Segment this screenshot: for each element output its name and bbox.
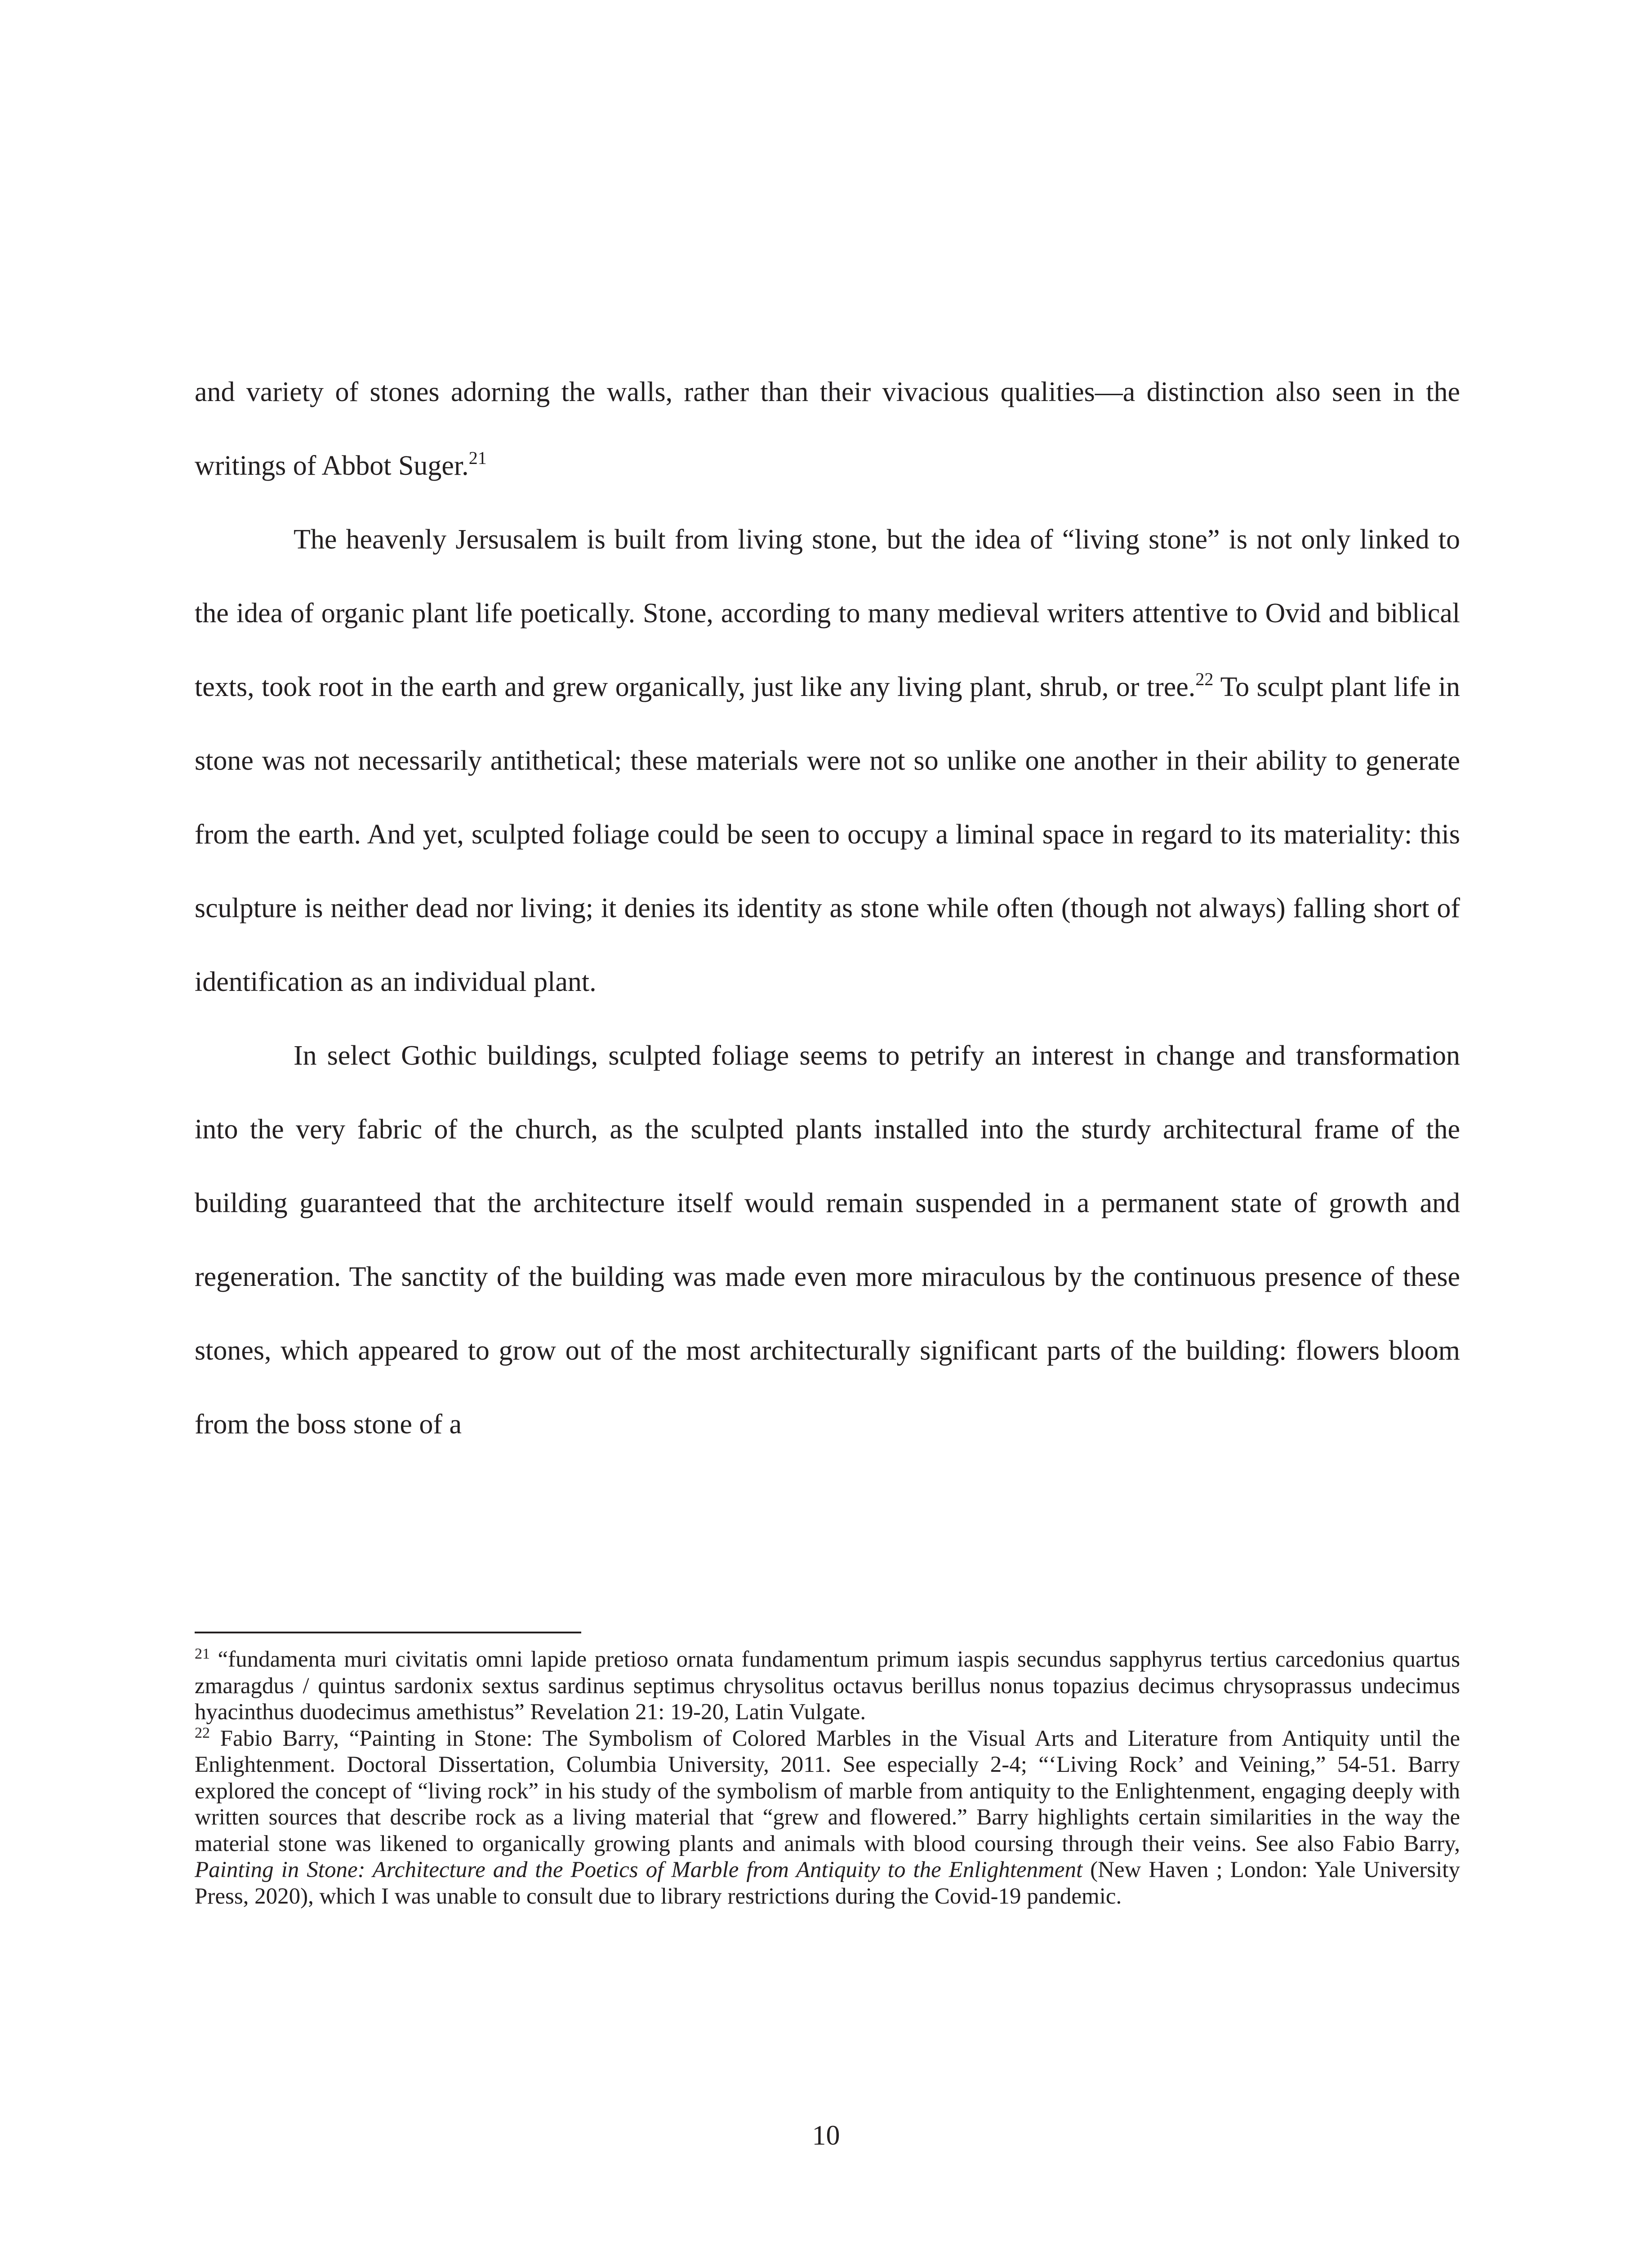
footnote-ref-22[interactable]: 22 <box>1195 669 1214 689</box>
footnote-21-text: “fundamenta muri civitatis omni lapide pretioso ornata fundamentum primum iaspis secundus sapphyrus tertius carcedonius quartus zmaragdus / quintus sardonix sextus sardinus septimus chrysolitus octavus berillus nonus topazius decimus chrysoprassus undecimus hyacinthus duodecimus amethistus” Revelation 21: 19-20, Latin Vulgate. <box>195 1647 1460 1725</box>
footnote-22-book-title: Painting in Stone: Architecture and the Poetics of Marble from Antiquity to the Enlightenment <box>195 1857 1083 1882</box>
paragraph-1-text: and variety of stones adorning the walls, rather than their vivacious qualities—a distinction also seen in the writings of Abbot Suger. <box>195 377 1460 481</box>
footnotes <box>195 1646 1460 1909</box>
paragraph-2-text-b: To sculpt plant life in stone was not necessarily antithetical; these materials were not so unlike one another in their ability to generate from the earth. And yet, sculpted foliage could be seen to occupy a liminal space in regard to its materiality: this sculpture is neither dead nor living; it denies its identity as stone while often (though not always) falling short of identification as an individual plant. <box>195 672 1460 997</box>
body-text <box>195 355 1460 1461</box>
footnote-separator <box>195 1632 581 1633</box>
footnote-21 <box>195 1646 1460 1726</box>
paragraph-1 <box>195 355 1460 503</box>
paragraph-3-text: In select Gothic buildings, sculpted foliage seems to petrify an interest in change and transformation into the very fabric of the church, as the sculpted plants installed into the sturdy architectural frame of the building guaranteed that the architecture itself would remain suspended in a permanent state of growth and regeneration. The sanctity of the building was made even more miraculous by the continuous presence of these stones, which appeared to grow out of the most architecturally significant parts of the building: flowers bloom from the boss stone of a <box>195 1040 1460 1440</box>
paragraph-2 <box>195 503 1460 1019</box>
page-number: 10 <box>812 2120 840 2151</box>
footnote-22-text-a: Fabio Barry, “Painting in Stone: The Symbolism of Colored Marbles in the Visual Arts and Literature from Antiquity until the Enlightenment. Doctoral Dissertation, Columbia University, 2011. See especially 2-4; “‘Living Rock’ and Veining,” 54-51. Barry explored the concept of “living rock” in his study of the symbolism of marble from antiquity to the Enlightenment, engaging deeply with written sources that describe rock as a living material that “grew and flowered.” Barry highlights certain similarities in the way the material stone was likened to organically growing plants and animals with blood coursing through their veins. See also Fabio Barry, <box>195 1726 1460 1856</box>
paragraph-2-text-a: The heavenly Jersusalem is built from living stone, but the idea of “living stone” is not only linked to the idea of organic plant life poetically. Stone, according to many medieval writers attentive to Ovid and biblical texts, took root in the earth and grew organically, just like any living plant, shrub, or tree. <box>195 524 1460 702</box>
footnote-22-text-b: (New Haven ; London: Yale University Press, 2020), which I was unable to consult due to library restrictions during the Covid-19 pandemic. <box>195 1857 1460 1909</box>
footnote-22 <box>195 1726 1460 1910</box>
paragraph-3 <box>195 1019 1460 1461</box>
footnote-ref-21[interactable]: 21 <box>468 448 487 468</box>
footnote-22-number: 22 <box>195 1724 210 1741</box>
footnote-21-number: 21 <box>195 1646 210 1662</box>
